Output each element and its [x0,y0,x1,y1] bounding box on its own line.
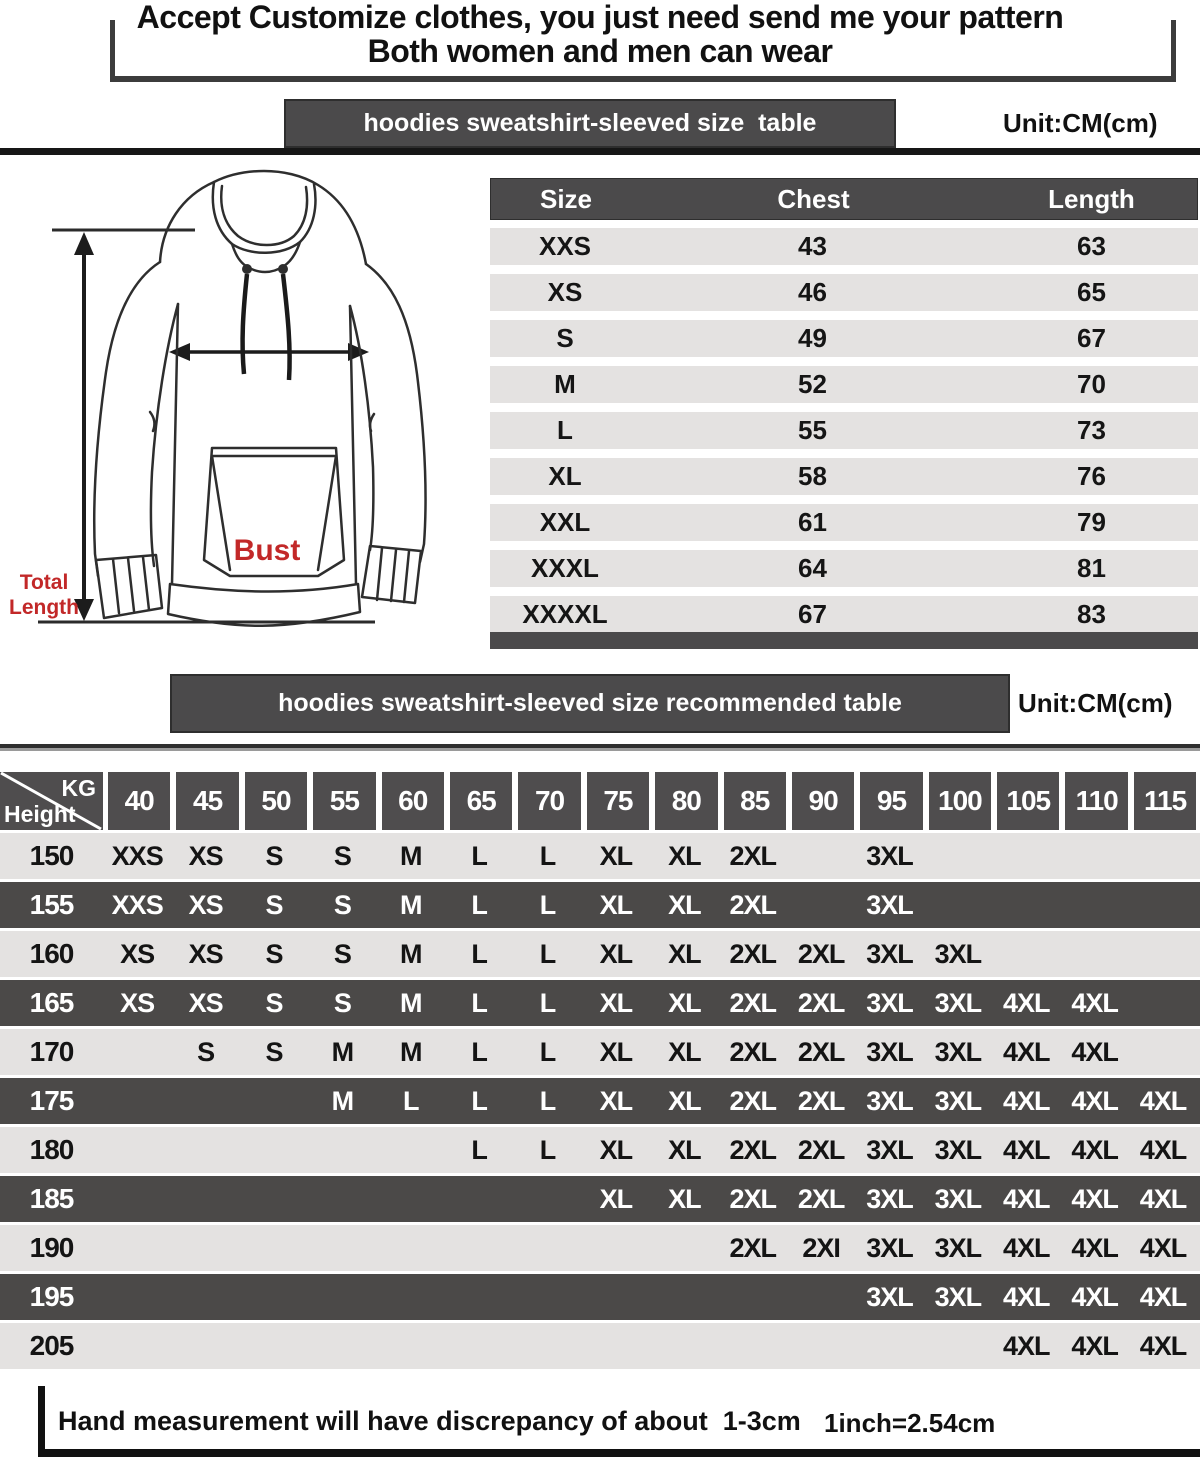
weight-slot [584,772,652,830]
size-cell: 4XL [1071,1085,1118,1116]
size-cell: L [539,1134,556,1165]
table-cell: XS [547,277,583,307]
matrix-row [0,980,1200,1026]
size-cell: L [539,938,556,969]
matrix-row [0,1029,1200,1075]
table-cell: 76 [1077,461,1106,491]
size-cell: M [400,938,422,969]
size-cell: 3XL [866,1183,913,1214]
weight-header: 85 [724,772,786,830]
title-line-2: Both women and men can wear [367,33,833,69]
table-cell: 81 [1077,553,1106,583]
footnote-left-bar [38,1386,45,1457]
section-divider-2 [0,744,1200,751]
size-recommendation-table [0,772,1200,1372]
size-cell: XL [599,1134,633,1165]
table-cell: S [556,323,574,353]
table-cell: XL [548,461,582,491]
table-cell: 83 [1077,599,1106,629]
table-cell: 70 [1077,369,1106,399]
size-cell: 3XL [934,938,982,969]
size-cell: L [539,840,556,871]
size-cell: 2XL [729,1036,776,1067]
size-cell: M [331,1036,354,1067]
height-label: 195 [29,1281,74,1312]
size-cell: M [400,889,422,920]
size-cell: XL [668,889,701,920]
weight-slot [994,772,1062,830]
size-cell: XL [599,889,633,920]
size-cell: 3XL [866,987,913,1018]
total-length-label: Total Length [9,571,79,619]
size-cell: S [265,987,283,1018]
size-cell: M [400,1036,422,1067]
table-cell: 52 [798,369,827,399]
size-cell: XS [188,987,223,1018]
table-cell: 64 [798,553,827,583]
weight-header: 90 [792,772,854,830]
table-cell: 67 [798,599,827,629]
size-cell: XL [599,840,633,871]
height-label: 190 [29,1232,74,1263]
size-cell: XS [188,840,223,871]
weight-header: 115 [1134,772,1196,830]
size-cell: XL [599,938,633,969]
size-cell: 2XL [729,840,776,871]
size-cell: XL [668,987,701,1018]
table-row [490,366,1198,403]
size-cell: 2XL [797,938,845,969]
size-cell: 3XL [934,1281,982,1312]
weight-slot [379,772,447,830]
matrix-row [0,833,1200,879]
matrix-row [0,1127,1200,1173]
table-row [490,320,1198,357]
size-cell: XL [668,938,701,969]
size-cell: 4XL [1003,1281,1050,1312]
matrix-row [0,1323,1200,1369]
size-cell: 3XL [866,840,913,871]
size-cell: 2XL [797,1183,845,1214]
size-cell: S [265,889,283,920]
size-cell: 4XL [1139,1085,1187,1116]
table-cell: 46 [798,277,827,307]
size-table-body [490,228,1198,633]
weight-slot [926,772,994,830]
size-cell: 2XL [797,1036,845,1067]
footnote-text: Hand measurement will have discrepancy of about 1-3cm [58,1406,801,1436]
size-cell: L [539,987,556,1018]
size-cell: 4XL [1139,1183,1187,1214]
table-row [490,274,1198,311]
size-cell: 3XL [866,1281,913,1312]
size-cell: XS [120,987,155,1018]
table-cell: XXXL [531,553,599,583]
table-row [490,504,1198,541]
size-table-footer-bar [490,632,1198,649]
weight-slot [721,772,789,830]
size-cell: L [471,938,487,969]
weight-slot [105,772,173,830]
size-cell: S [333,889,351,920]
table-cell: 79 [1077,507,1106,537]
size-cell: 4XL [1003,1183,1050,1214]
size-cell: L [403,1085,419,1116]
table-cell: 43 [798,231,827,261]
weight-slot [310,772,378,830]
size-cell: XL [668,840,701,871]
size-cell: 4XL [1003,1330,1050,1361]
size-cell: 3XL [866,1036,913,1067]
weight-header: 100 [929,772,991,830]
table-row [490,228,1198,265]
size-cell: 4XL [1071,987,1118,1018]
table-cell: 67 [1077,323,1106,353]
height-label: 185 [29,1183,74,1214]
table-row [490,550,1198,587]
footnote-bottom-bar [38,1449,1200,1457]
table-cell: 61 [798,507,827,537]
size-cell: 3XL [934,1183,982,1214]
weight-slot [789,772,857,830]
weight-slot [1131,772,1199,830]
size-cell: XL [668,1085,701,1116]
table-cell: XXL [539,507,591,537]
size-cell: 2XI [802,1232,840,1263]
size-cell: 2XL [729,1134,776,1165]
size-cell: 4XL [1071,1232,1118,1263]
size-cell: L [539,1085,556,1116]
size-cell: 4XL [1071,1281,1118,1312]
size-cell: XL [599,1085,633,1116]
size-cell: 4XL [1139,1330,1187,1361]
height-label: 150 [29,840,74,871]
table-cell: 55 [798,415,827,445]
size-cell: 4XL [1003,1085,1050,1116]
size-cell: XXS [111,840,163,871]
weight-slot [857,772,925,830]
corner-height-label: Height [4,801,76,827]
weight-header: 75 [587,772,649,830]
matrix-row [0,1274,1200,1320]
size-table-banner: hoodies sweatshirt-sleeved size table [284,99,896,148]
table-cell: 58 [798,461,827,491]
matrix-header-row [0,772,1200,830]
column-header: Length [1048,183,1135,214]
weight-header: 65 [450,772,512,830]
size-cell: 4XL [1071,1183,1118,1214]
size-cell: L [471,987,487,1018]
weight-slot [173,772,241,830]
size-cell: XL [599,1036,633,1067]
matrix-row [0,882,1200,928]
size-cell: XS [188,889,223,920]
height-label: 160 [29,938,74,969]
size-cell: 2XL [729,987,776,1018]
bust-label: Bust [233,534,301,567]
size-cell: L [471,1134,487,1165]
size-cell: S [333,987,351,1018]
size-cell: 3XL [934,1232,982,1263]
size-cell: S [265,938,283,969]
height-label: 175 [29,1085,74,1116]
column-header: Size [539,183,593,214]
size-cell: S [265,1036,283,1067]
size-cell: 4XL [1003,1134,1050,1165]
size-cell: 4XL [1139,1281,1187,1312]
weight-header: 80 [655,772,717,830]
weight-header: 45 [176,772,238,830]
drawstrings [242,264,290,380]
weight-slot [652,772,720,830]
size-cell: L [471,1085,487,1116]
matrix-row [0,1176,1200,1222]
size-cell: M [400,840,422,871]
weight-slot [515,772,583,830]
table-row [490,596,1198,633]
height-label: 180 [29,1134,74,1165]
table-cell: L [557,415,573,445]
weight-header: 95 [860,772,922,830]
size-cell: XL [668,1134,701,1165]
size-cell: 3XL [866,1232,913,1263]
size-cell: L [539,1036,556,1067]
size-cell: 4XL [1071,1330,1118,1361]
size-cell: 3XL [934,1085,982,1116]
table-cell: 63 [1077,231,1106,261]
weight-slot [242,772,310,830]
size-cell: M [400,987,422,1018]
size-cell: 3XL [934,987,982,1018]
table-cell: XXXXL [522,599,608,629]
weight-header: 50 [245,772,307,830]
height-label: 205 [29,1330,74,1361]
size-cell: 3XL [934,1134,982,1165]
size-cell: L [471,889,487,920]
section-divider [0,148,1200,155]
size-cell: 3XL [934,1036,982,1067]
weight-header: 70 [518,772,580,830]
height-label: 165 [29,987,74,1018]
size-cell: S [333,840,351,871]
unit-label-2: Unit:CM(cm) [1018,688,1173,718]
size-cell: 2XL [729,1085,776,1116]
table-cell: 49 [798,323,827,353]
table-row [490,412,1198,449]
size-cell: 2XL [729,1232,776,1263]
size-cell: XL [668,1036,701,1067]
size-cell: XL [599,1183,633,1214]
title-line-1: Accept Customize clothes, you just need send me your pattern [136,0,1064,35]
matrix-row [0,931,1200,977]
conversion-text: 1inch=2.54cm [824,1408,996,1438]
size-table [490,178,1198,642]
height-label: 170 [29,1036,74,1067]
size-cell: 2XL [729,938,776,969]
size-cell: L [471,840,487,871]
size-cell: 2XL [797,987,845,1018]
size-cell: 2XL [729,889,776,920]
weight-header: 110 [1065,772,1127,830]
title-bracket [110,20,1176,82]
size-cell: 4XL [1003,987,1050,1018]
size-cell: 4XL [1071,1036,1118,1067]
size-cell: 4XL [1071,1134,1118,1165]
weight-header: 55 [313,772,375,830]
corner-kg-label: KG [61,775,96,801]
size-cell: 4XL [1003,1036,1050,1067]
weight-slot [447,772,515,830]
size-cell: S [333,938,351,969]
hoodie-measurement-diagram [0,162,486,662]
corner-cell [0,772,103,830]
unit-label-1: Unit:CM(cm) [1003,108,1158,138]
size-cell: 2XL [797,1134,845,1165]
size-cell: 4XL [1003,1232,1050,1263]
table-cell: M [554,369,576,399]
weight-header: 105 [997,772,1059,830]
table-row [490,458,1198,495]
size-cell: XL [668,1183,701,1214]
size-cell: M [331,1085,354,1116]
size-cell: 2XL [797,1085,845,1116]
matrix-body [0,833,1200,1369]
size-cell: XL [599,987,633,1018]
weight-header: 60 [382,772,444,830]
size-cell: 3XL [866,1085,913,1116]
size-table-header [490,178,1198,220]
total-length-arrow [74,232,94,621]
height-label: 155 [29,889,74,920]
size-cell: XS [188,938,223,969]
table-cell: 73 [1077,415,1106,445]
weight-slot [1062,772,1130,830]
size-cell: 2XL [729,1183,776,1214]
size-cell: 3XL [866,1134,913,1165]
size-cell: S [265,840,283,871]
bust-arrow [169,343,369,361]
table-cell: 65 [1077,277,1106,307]
column-header: Chest [777,183,850,214]
table-cell: XXS [538,231,592,261]
size-cell: L [471,1036,487,1067]
recommended-table-banner: hoodies sweatshirt-sleeved size recommended table [170,674,1010,733]
size-cell: 3XL [866,938,913,969]
weight-header: 40 [108,772,170,830]
size-cell: 4XL [1139,1232,1187,1263]
size-cell: 4XL [1139,1134,1187,1165]
size-cell: XXS [111,889,163,920]
matrix-row [0,1078,1200,1124]
matrix-row [0,1225,1200,1271]
size-cell: 3XL [866,889,913,920]
size-cell: XS [120,938,155,969]
size-cell: L [539,889,556,920]
size-cell: S [197,1036,215,1067]
